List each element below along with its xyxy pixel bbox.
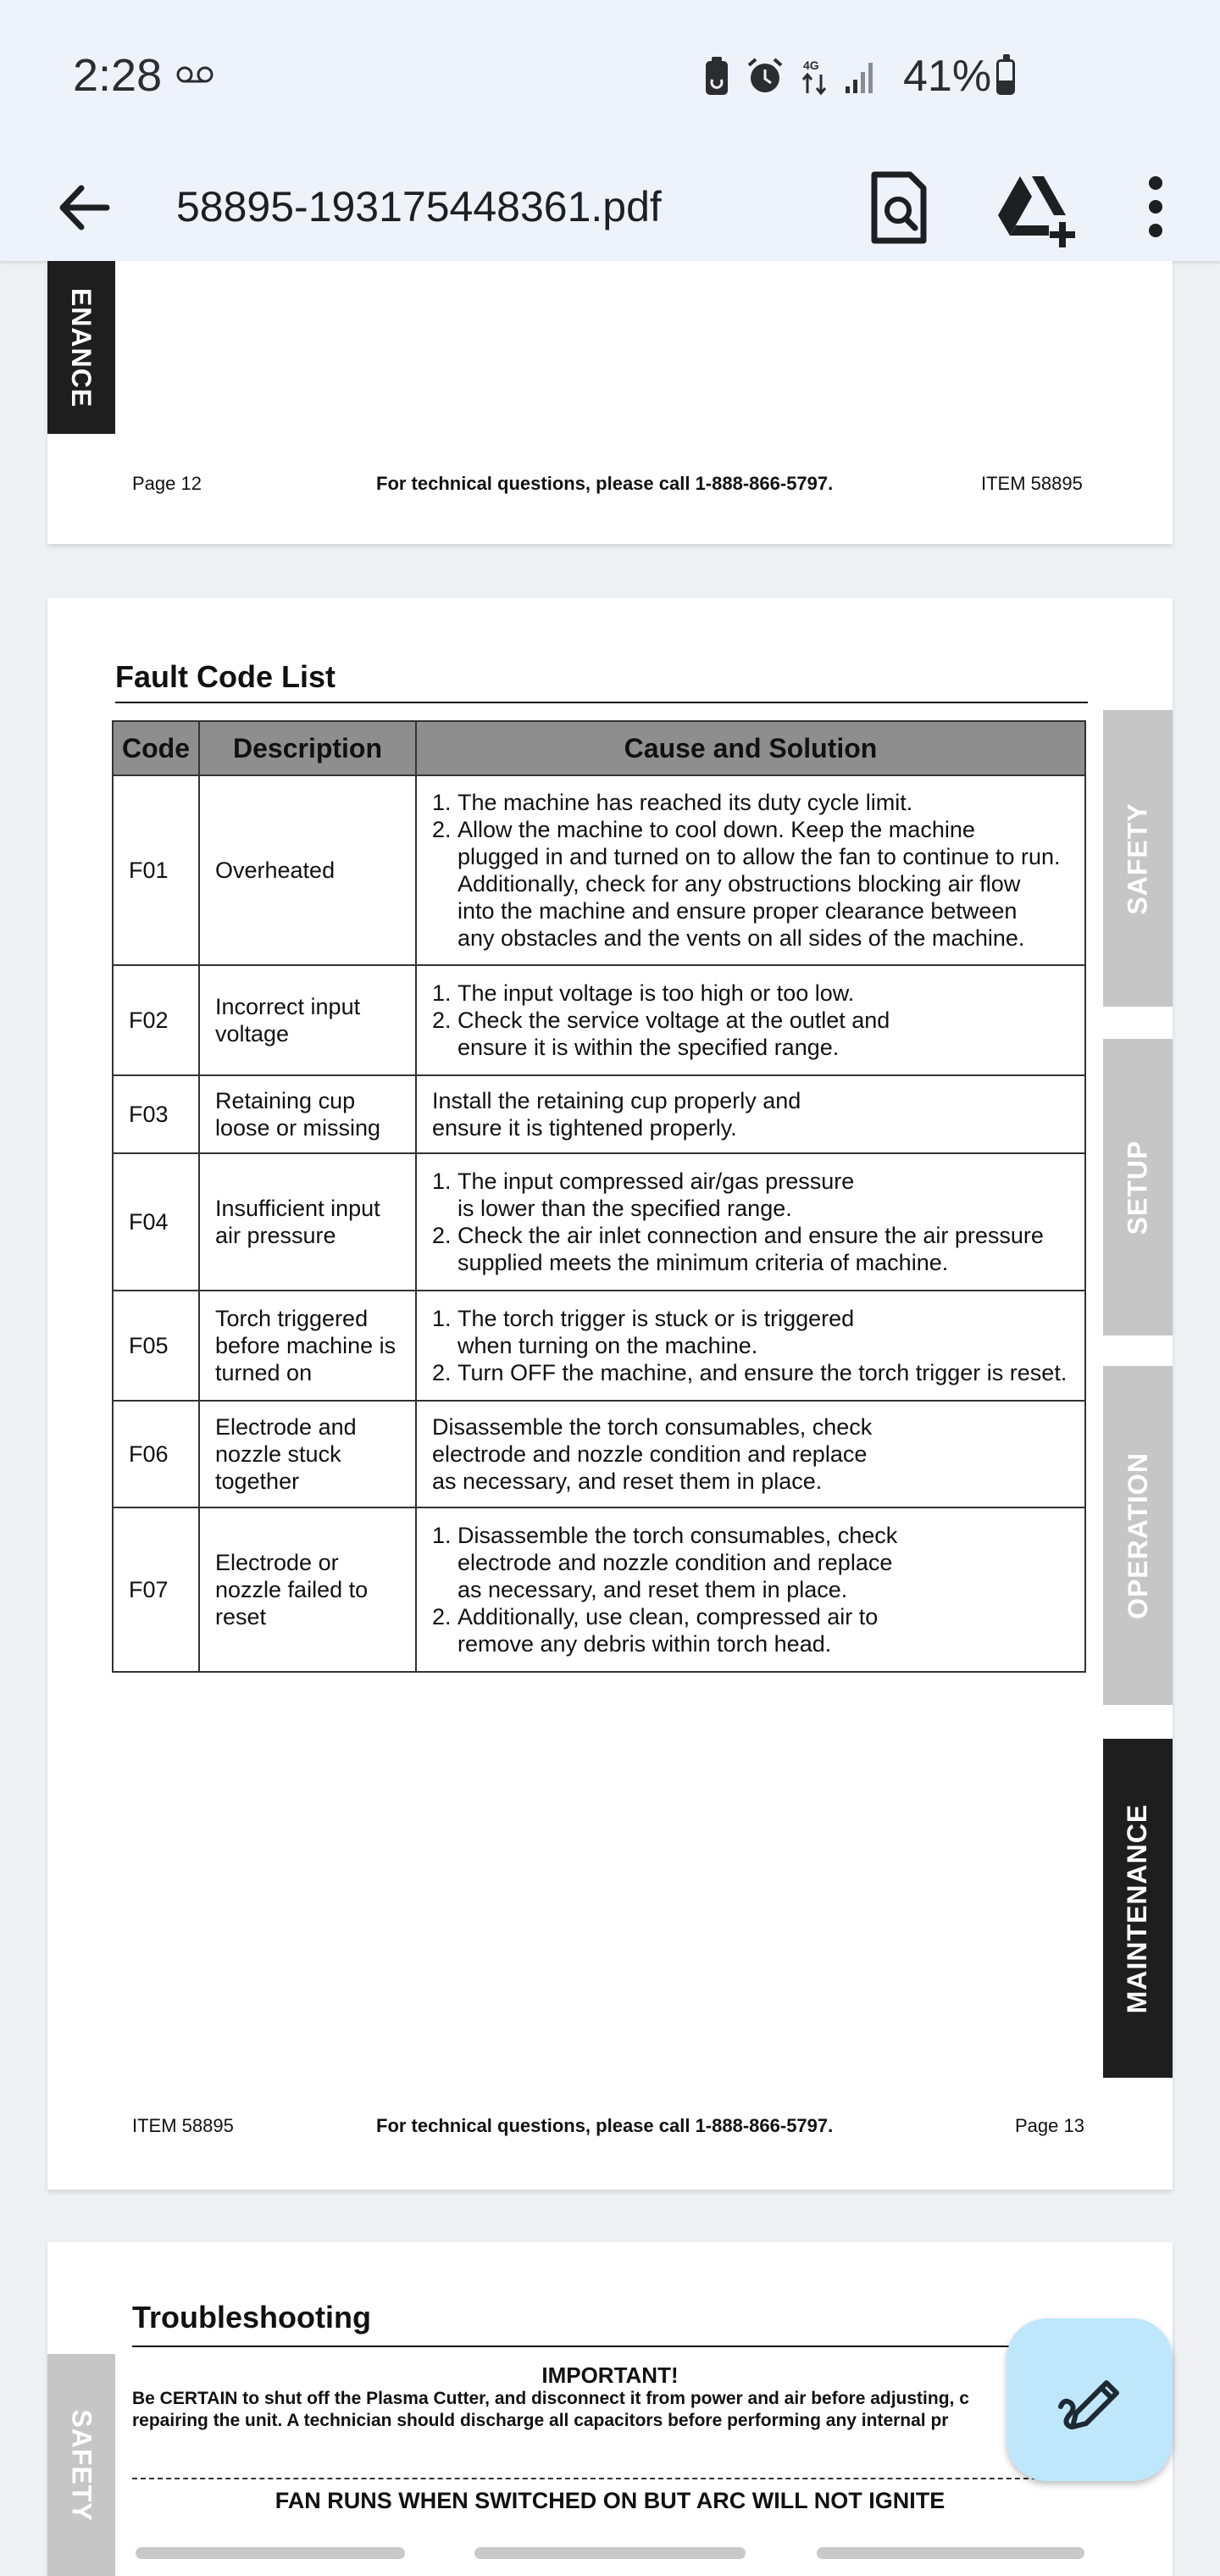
cause-solution: 1. The input voltage is too high or too low. 2. Check the service voltage at the outlet and ensure it is within the specified range. [416, 965, 1085, 1075]
solution-text: Disassemble the torch consumables, check electrode and nozzle condition and replace as necessary, and reset them in place. [432, 1414, 873, 1494]
solution-step: The torch trigger is stuck or is triggered when turning on the machine. [458, 1306, 855, 1358]
cause-solution [416, 1075, 1085, 1153]
page-scrollbar[interactable] [129, 2547, 1145, 2561]
alarm-icon [746, 57, 785, 96]
fault-description: Electrode or nozzle failed to reset [199, 1507, 416, 1672]
title-rule [132, 2346, 1088, 2347]
subheading: FAN RUNS WHEN SWITCHED ON BUT ARC WILL NOT IGNITE [274, 2488, 946, 2513]
fault-code: F01 [113, 775, 199, 965]
annotate-fab[interactable] [1006, 2318, 1173, 2481]
title-rule [115, 702, 1088, 703]
fault-code: F04 [113, 1153, 199, 1291]
fault-code: F03 [113, 1075, 199, 1153]
cause-solution: 1. The torch trigger is stuck or is triggered when turning on the machine. 2. Turn OFF the machine, and ensure the torch trigger is reset. [416, 1291, 1085, 1401]
solution-step: Additionally, use clean, compressed air to remove any debris within torch head. [458, 1604, 879, 1657]
side-tab-maintenance [1103, 1739, 1173, 2078]
solution-step: Disassemble the torch consumables, check electrode and nozzle condition and replace as necessary, and reset them in place. [458, 1523, 898, 1602]
important-notice: Be CERTAIN to shut off the Plasma Cutter, and disconnect it from power and air before adjusting, c repairing the unit. A technician should discharge all capacitors before performing any internal pr [132, 2389, 969, 2430]
pdf-page-13 [47, 598, 1173, 2190]
status-time: 2:28 [73, 50, 163, 101]
search-document-icon[interactable] [851, 163, 946, 251]
annotate-pen-icon [1006, 2318, 1173, 2481]
voicemail-icon [176, 64, 214, 85]
column-header: Description [199, 721, 416, 775]
fault-code: F06 [113, 1401, 199, 1507]
footer-contact: For technical questions, please call 1-888-866-5797. [376, 473, 834, 494]
fault-description: Incorrect input voltage [199, 965, 416, 1075]
page-number: Page 13 [1015, 2115, 1084, 2136]
more-options-icon[interactable] [1123, 163, 1188, 251]
footer-contact: For technical questions, please call 1-888-866-5797. [376, 2115, 834, 2136]
svg-text:4G: 4G [803, 58, 819, 72]
side-tab-label: MAINTENANCE [1122, 1803, 1153, 2013]
side-tab-operation [1103, 1366, 1173, 1705]
fault-description: Overheated [199, 775, 416, 965]
side-tab-label: SAFETY [1122, 802, 1153, 915]
section-title: Fault Code List [115, 659, 336, 694]
fault-code: F05 [113, 1291, 199, 1401]
battery-saver-icon [703, 56, 730, 97]
solution-step: Turn OFF the machine, and ensure the torch trigger is reset. [458, 1360, 1068, 1385]
side-tab-maintenance [47, 261, 115, 434]
add-to-drive-icon[interactable] [988, 163, 1083, 251]
dashed-divider [132, 2478, 1088, 2479]
table-row [113, 1507, 1085, 1672]
solution-step: Allow the machine to cool down. Keep the machine plugged in and turned on to allow the fan to continue to run. Additionally, check for any obstructions blocking air flow into the machine and ensure proper clearance between any obstacles and the vents on all sides of the machine. [458, 817, 1061, 951]
table-row [113, 1291, 1085, 1401]
table-header-row [113, 721, 1085, 775]
table-row [113, 1153, 1085, 1291]
side-tab-label: ENANCE [66, 287, 97, 408]
fault-description: Electrode and nozzle stuck together [199, 1401, 416, 1507]
battery-icon [996, 59, 1015, 95]
fault-code: F02 [113, 965, 199, 1075]
cause-solution: 1. Disassemble the torch consumables, check electrode and nozzle condition and replace as necessary, and reset them in place. 2. Additionally, use clean, compressed air to remove any debris within torch head. [416, 1507, 1085, 1672]
fault-description: Torch triggered before machine is turned on [199, 1291, 416, 1401]
app-bar [0, 153, 1220, 261]
table-row [113, 1075, 1085, 1153]
scroll-segment [474, 2547, 746, 2559]
solution-step: The input compressed air/gas pressure is lower than the specified range. [458, 1169, 855, 1221]
fault-description: Retaining cup loose or missing [199, 1075, 416, 1153]
battery-percent: 41% [903, 52, 992, 101]
scroll-segment [817, 2547, 1084, 2559]
side-tab-label: SETUP [1122, 1140, 1153, 1235]
column-header: Cause and Solution [416, 721, 1085, 775]
item-number: ITEM 58895 [132, 2115, 234, 2136]
fault-description: Insufficient input air pressure [199, 1153, 416, 1291]
data-transfer-icon [800, 56, 829, 97]
cause-solution [416, 1401, 1085, 1507]
side-tab-setup [1103, 1039, 1173, 1335]
status-bar [0, 0, 1220, 153]
page-number: Page 12 [132, 473, 202, 494]
side-tab-safety [1103, 710, 1173, 1007]
table-row [113, 965, 1085, 1075]
solution-text: Install the retaining cup properly and ensure it is tightened properly. [432, 1088, 801, 1141]
solution-step: Check the service voltage at the outlet and ensure it is within the specified range. [458, 1008, 890, 1060]
cause-solution: 1. The input compressed air/gas pressure is lower than the specified range. 2. Check the air inlet connection and ensure the air pressure supplied meets the minimum criteria of machine. [416, 1153, 1085, 1291]
table-row [113, 775, 1085, 965]
solution-step: Check the air inlet connection and ensure the air pressure supplied meets the minimum criteria of machine. [458, 1223, 1044, 1275]
pdf-page-14 [47, 2242, 1173, 2576]
solution-step: The machine has reached its duty cycle limit. [458, 790, 913, 815]
cause-solution: 1. The machine has reached its duty cycle limit. 2. Allow the machine to cool down. Keep the machine plugged in and turned on to allow the fan to continue to run. Additionally, check for any obstructions blocking air flow into the machine and ensure proper clearance between any obstacles and the vents on all sides of the machine. [416, 775, 1085, 965]
column-header: Code [113, 721, 199, 775]
solution-step: The input voltage is too high or too low. [458, 980, 855, 1006]
back-arrow-icon[interactable] [47, 169, 124, 246]
signal-icon [844, 58, 878, 95]
important-heading: IMPORTANT! [541, 2362, 679, 2388]
document-title: 58895-193175448361.pdf [176, 183, 662, 230]
fault-code-table [112, 720, 1086, 1673]
table-row [113, 1401, 1085, 1507]
pdf-page-12 [47, 261, 1173, 544]
section-title: Troubleshooting [132, 2300, 371, 2334]
fault-code: F07 [113, 1507, 199, 1672]
scroll-segment [136, 2547, 405, 2559]
item-number: ITEM 58895 [981, 473, 1083, 494]
side-tab-label: OPERATION [1122, 1452, 1153, 1619]
side-tab-safety [47, 2354, 115, 2576]
side-tab-label: SAFETY [66, 2408, 97, 2522]
